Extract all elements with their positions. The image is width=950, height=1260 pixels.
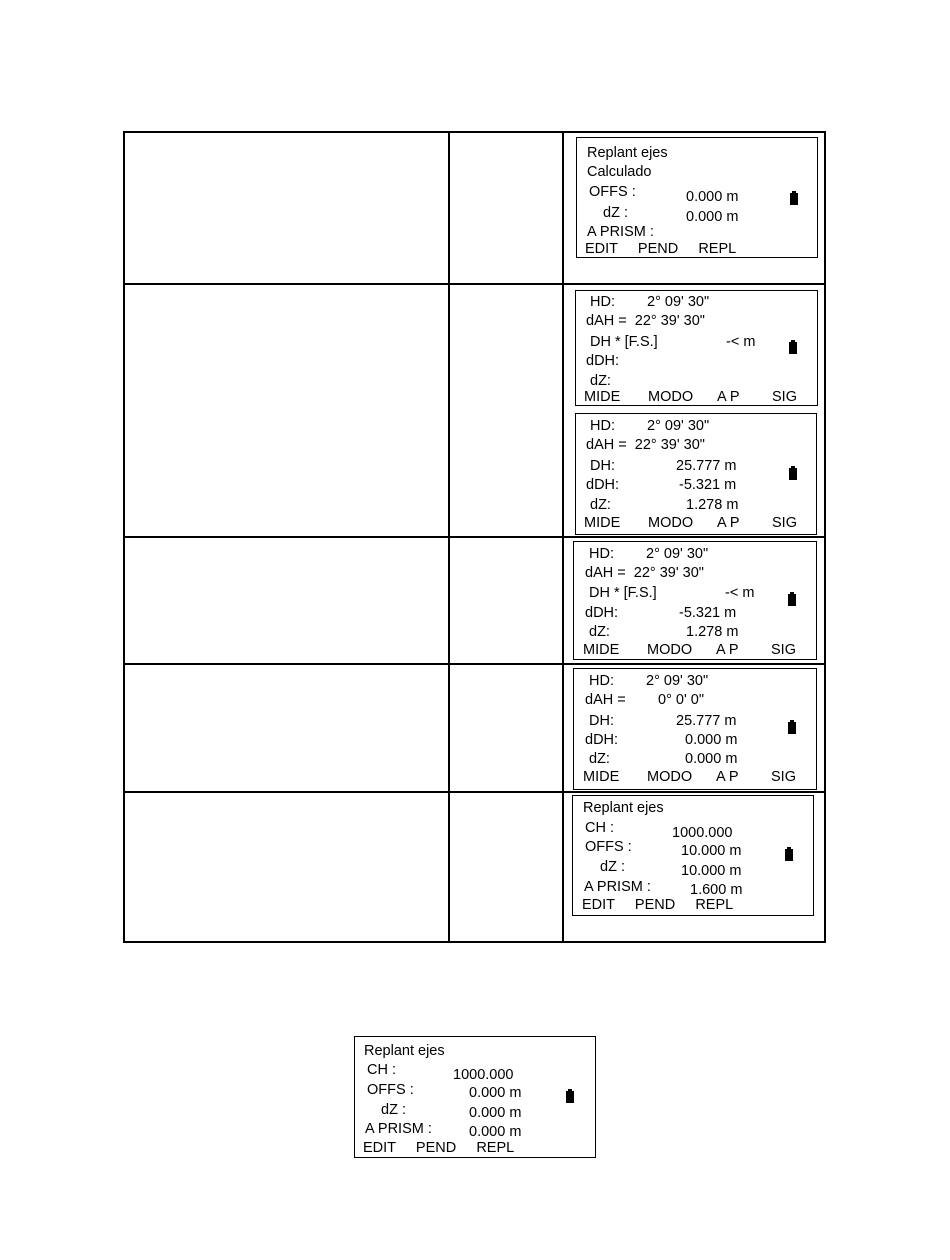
softkey-row: EDIT PEND REPL [363,1140,515,1156]
screen-label: A PRISM : [365,1121,432,1137]
display-screen [575,413,817,535]
battery-icon [785,849,793,861]
screen-value: -< m [725,585,755,601]
screen-value: 1.600 m [690,882,743,898]
softkey-modo: MODO [647,769,693,785]
screen-value: 0.000 m [686,189,739,205]
screen-line: Calculado [587,164,652,180]
screen-value: -5.321 m [679,605,737,621]
display-screen [576,137,818,258]
softkey-modo: MODO [648,389,694,405]
screen-label: HD: [590,294,615,310]
screen-value: 0.000 m [469,1085,522,1101]
screen-value: 2° 09' 30" [647,294,710,310]
softkey-mide: MIDE [583,769,620,785]
screen-label: CH : [585,820,614,836]
softkey-ap: A P [716,642,739,658]
screen-label: dDH: [585,605,619,621]
screen-label: dZ: [589,751,610,767]
battery-icon [788,722,796,734]
screen-line: dAH = 22° 39' 30" [586,313,705,329]
procedure-table [123,131,826,943]
screen-label: dDH: [586,353,620,369]
screen-label: DH * [F.S.] [589,585,657,601]
screen-label: dDH: [585,732,619,748]
screen-label: A PRISM : [587,224,654,240]
battery-icon [789,342,797,354]
screen-value: -< m [726,334,756,350]
screen-title: Replant ejes [587,145,668,161]
screen-value: 0.000 m [469,1124,522,1140]
screen-value: 0.000 m [685,751,738,767]
row-divider [125,283,824,285]
screen-line: dAH = 22° 39' 30" [585,565,704,581]
softkey-sig: SIG [772,515,797,531]
softkey-mide: MIDE [584,389,621,405]
screen-label: CH : [367,1062,396,1078]
screen-label: dZ: [589,624,610,640]
row-divider [125,663,824,665]
softkey-mide: MIDE [584,515,621,531]
screen-label: dZ : [600,859,625,875]
screen-value: 1000.000 [672,825,733,841]
row-divider [125,791,824,793]
softkey-ap: A P [717,515,740,531]
screen-value: 25.777 m [676,713,737,729]
softkey-mide: MIDE [583,642,620,658]
screen-label: HD: [589,673,614,689]
display-screen [573,668,817,790]
screen-value: -5.321 m [679,477,737,493]
screen-title: Replant ejes [583,800,664,816]
softkey-row: EDIT PEND REPL [585,241,737,257]
screen-value: 0.000 m [686,209,739,225]
screen-value: 10.000 m [681,843,742,859]
screen-value: 1000.000 [453,1067,514,1083]
screen-label: DH: [590,458,615,474]
screen-label: DH: [589,713,614,729]
screen-line: dAH = 22° 39' 30" [586,437,705,453]
battery-icon [790,193,798,205]
battery-icon [788,594,796,606]
screen-title: Replant ejes [364,1043,445,1059]
display-screen [354,1036,596,1158]
screen-value: 10.000 m [681,863,742,879]
screen-value: 0.000 m [469,1105,522,1121]
screen-value: 2° 09' 30" [646,673,709,689]
softkey-sig: SIG [772,389,797,405]
softkey-sig: SIG [771,769,796,785]
screen-value: 2° 09' 30" [647,418,710,434]
screen-value: 1.278 m [686,497,739,513]
screen-label: OFFS : [585,839,632,855]
screen-label: DH * [F.S.] [590,334,658,350]
display-screen [575,290,818,406]
screen-value: 1.278 m [686,624,739,640]
softkey-ap: A P [716,769,739,785]
softkey-sig: SIG [771,642,796,658]
screen-label: dZ: [590,497,611,513]
screen-label: dZ : [381,1102,406,1118]
screen-label: dAH = [585,692,626,708]
row-divider [125,536,824,538]
softkey-row: EDIT PEND REPL [582,897,734,913]
screen-label: dZ: [590,373,611,389]
battery-icon [566,1091,574,1103]
screen-value: 25.777 m [676,458,737,474]
screen-label: HD: [590,418,615,434]
screen-label: OFFS : [589,184,636,200]
screen-label: dDH: [586,477,620,493]
softkey-ap: A P [717,389,740,405]
screen-value: 0.000 m [685,732,738,748]
screen-label: HD: [589,546,614,562]
softkey-modo: MODO [647,642,693,658]
display-screen [572,795,814,916]
screen-label: OFFS : [367,1082,414,1098]
screen-label: dZ : [603,205,628,221]
screen-value: 2° 09' 30" [646,546,709,562]
softkey-modo: MODO [648,515,694,531]
screen-value: 0° 0' 0" [658,692,704,708]
battery-icon [789,468,797,480]
display-screen [573,541,817,660]
screen-label: A PRISM : [584,879,651,895]
